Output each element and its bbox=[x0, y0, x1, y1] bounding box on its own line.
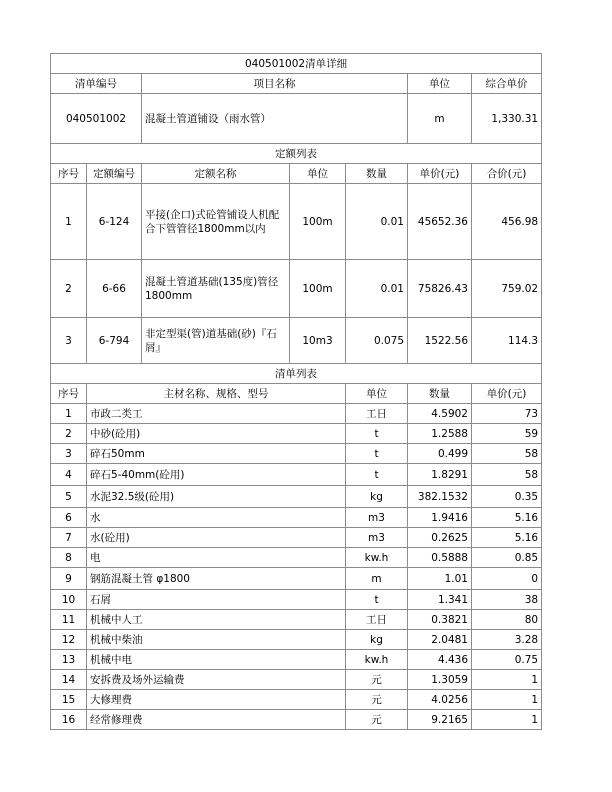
material-name: 钢筋混凝土管 φ1800 bbox=[87, 568, 346, 590]
material-qty: 0.499 bbox=[408, 444, 472, 464]
material-row bbox=[51, 568, 542, 590]
material-seq: 11 bbox=[51, 610, 87, 630]
header-item-name: 项目名称 bbox=[142, 74, 408, 94]
item-name: 混凝土管道铺设（雨水管） bbox=[142, 94, 408, 144]
header-unit: 单位 bbox=[408, 74, 472, 94]
quota-qty: 0.01 bbox=[346, 260, 408, 318]
quota-seq: 2 bbox=[51, 260, 87, 318]
material-unit: 工日 bbox=[346, 404, 408, 424]
header-bill-code: 清单编号 bbox=[51, 74, 142, 94]
material-name: 水泥32.5级(砼用) bbox=[87, 486, 346, 508]
material-seq: 14 bbox=[51, 670, 87, 690]
quota-total: 114.3 bbox=[472, 318, 542, 364]
material-seq: 13 bbox=[51, 650, 87, 670]
material-row bbox=[51, 486, 542, 508]
material-unit: kw.h bbox=[346, 650, 408, 670]
material-qty: 1.3059 bbox=[408, 670, 472, 690]
material-price: 59 bbox=[472, 424, 542, 444]
material-qty: 4.0256 bbox=[408, 690, 472, 710]
material-qty: 382.1532 bbox=[408, 486, 472, 508]
quota-section-title: 定额列表 bbox=[51, 144, 542, 164]
material-unit: m bbox=[346, 568, 408, 590]
quota-seq: 1 bbox=[51, 184, 87, 260]
material-qty: 1.8291 bbox=[408, 464, 472, 486]
bill-detail-table bbox=[50, 53, 542, 730]
materials-header-name: 主材名称、规格、型号 bbox=[87, 384, 346, 404]
material-price: 0.85 bbox=[472, 548, 542, 568]
material-price: 80 bbox=[472, 610, 542, 630]
material-price: 1 bbox=[472, 690, 542, 710]
quota-total: 456.98 bbox=[472, 184, 542, 260]
quota-total: 759.02 bbox=[472, 260, 542, 318]
quota-header-total: 合价(元) bbox=[472, 164, 542, 184]
quota-header-price: 单价(元) bbox=[408, 164, 472, 184]
material-name: 机械中电 bbox=[87, 650, 346, 670]
material-unit: t bbox=[346, 424, 408, 444]
quota-name: 非定型渠(管)道基础(砂)『石屑』 bbox=[142, 318, 290, 364]
materials-header-seq: 序号 bbox=[51, 384, 87, 404]
quota-name: 平接(企口)式砼管铺设人机配合下管管径1800mm以内 bbox=[142, 184, 290, 260]
material-seq: 6 bbox=[51, 508, 87, 528]
material-seq: 15 bbox=[51, 690, 87, 710]
bill-code: 040501002 bbox=[51, 94, 142, 144]
material-name: 市政二类工 bbox=[87, 404, 346, 424]
material-seq: 2 bbox=[51, 424, 87, 444]
material-qty: 1.2588 bbox=[408, 424, 472, 444]
quota-row bbox=[51, 184, 542, 260]
material-price: 58 bbox=[472, 444, 542, 464]
quota-unit: 100m bbox=[290, 260, 346, 318]
material-seq: 7 bbox=[51, 528, 87, 548]
quota-price: 75826.43 bbox=[408, 260, 472, 318]
material-qty: 0.3821 bbox=[408, 610, 472, 630]
material-row bbox=[51, 610, 542, 630]
material-qty: 0.2625 bbox=[408, 528, 472, 548]
material-price: 1 bbox=[472, 710, 542, 730]
material-name: 安拆费及场外运输费 bbox=[87, 670, 346, 690]
material-row bbox=[51, 650, 542, 670]
material-seq: 5 bbox=[51, 486, 87, 508]
materials-section-title: 清单列表 bbox=[51, 364, 542, 384]
quota-header-unit: 单位 bbox=[290, 164, 346, 184]
quota-row bbox=[51, 318, 542, 364]
material-name: 水 bbox=[87, 508, 346, 528]
materials-header-unit: 单位 bbox=[346, 384, 408, 404]
material-name: 经常修理费 bbox=[87, 710, 346, 730]
item-unit-price: 1,330.31 bbox=[472, 94, 542, 144]
material-name: 水(砼用) bbox=[87, 528, 346, 548]
material-row bbox=[51, 690, 542, 710]
material-name: 碎石50mm bbox=[87, 444, 346, 464]
material-row bbox=[51, 508, 542, 528]
quota-qty: 0.01 bbox=[346, 184, 408, 260]
quota-header-qty: 数量 bbox=[346, 164, 408, 184]
material-name: 电 bbox=[87, 548, 346, 568]
material-seq: 8 bbox=[51, 548, 87, 568]
material-price: 58 bbox=[472, 464, 542, 486]
quota-name: 混凝土管道基础(135度)管径1800mm bbox=[142, 260, 290, 318]
material-unit: m3 bbox=[346, 508, 408, 528]
material-unit: 元 bbox=[346, 710, 408, 730]
material-unit: 元 bbox=[346, 690, 408, 710]
material-row bbox=[51, 630, 542, 650]
material-qty: 1.341 bbox=[408, 590, 472, 610]
material-qty: 1.01 bbox=[408, 568, 472, 590]
material-price: 0.75 bbox=[472, 650, 542, 670]
material-seq: 10 bbox=[51, 590, 87, 610]
material-unit: t bbox=[346, 464, 408, 486]
materials-header-price: 单价(元) bbox=[472, 384, 542, 404]
material-seq: 9 bbox=[51, 568, 87, 590]
material-name: 石屑 bbox=[87, 590, 346, 610]
quota-header-name: 定额名称 bbox=[142, 164, 290, 184]
material-row bbox=[51, 590, 542, 610]
material-name: 机械中柴油 bbox=[87, 630, 346, 650]
material-price: 5.16 bbox=[472, 528, 542, 548]
header-unit-price: 综合单价 bbox=[472, 74, 542, 94]
quota-row bbox=[51, 260, 542, 318]
material-row bbox=[51, 444, 542, 464]
material-row bbox=[51, 424, 542, 444]
quota-unit: 100m bbox=[290, 184, 346, 260]
material-seq: 12 bbox=[51, 630, 87, 650]
material-seq: 3 bbox=[51, 444, 87, 464]
item-unit: m bbox=[408, 94, 472, 144]
material-qty: 4.436 bbox=[408, 650, 472, 670]
material-price: 1 bbox=[472, 670, 542, 690]
material-unit: 工日 bbox=[346, 610, 408, 630]
material-unit: m3 bbox=[346, 528, 408, 548]
quota-price: 45652.36 bbox=[408, 184, 472, 260]
material-qty: 2.0481 bbox=[408, 630, 472, 650]
material-unit: kg bbox=[346, 630, 408, 650]
material-row bbox=[51, 548, 542, 568]
material-row bbox=[51, 710, 542, 730]
quota-price: 1522.56 bbox=[408, 318, 472, 364]
document-title: 040501002清单详细 bbox=[51, 54, 542, 74]
quota-unit: 10m3 bbox=[290, 318, 346, 364]
material-name: 碎石5-40mm(砼用) bbox=[87, 464, 346, 486]
materials-list bbox=[51, 404, 542, 730]
material-price: 38 bbox=[472, 590, 542, 610]
quota-code: 6-794 bbox=[87, 318, 142, 364]
quota-code: 6-124 bbox=[87, 184, 142, 260]
material-qty: 1.9416 bbox=[408, 508, 472, 528]
material-unit: t bbox=[346, 444, 408, 464]
material-name: 中砂(砼用) bbox=[87, 424, 346, 444]
material-seq: 4 bbox=[51, 464, 87, 486]
quota-header-seq: 序号 bbox=[51, 164, 87, 184]
material-price: 0.35 bbox=[472, 486, 542, 508]
material-seq: 1 bbox=[51, 404, 87, 424]
material-qty: 4.5902 bbox=[408, 404, 472, 424]
material-unit: 元 bbox=[346, 670, 408, 690]
material-qty: 9.2165 bbox=[408, 710, 472, 730]
material-row bbox=[51, 404, 542, 424]
material-row bbox=[51, 670, 542, 690]
quota-qty: 0.075 bbox=[346, 318, 408, 364]
material-row bbox=[51, 464, 542, 486]
materials-header-qty: 数量 bbox=[408, 384, 472, 404]
material-name: 机械中人工 bbox=[87, 610, 346, 630]
material-unit: kg bbox=[346, 486, 408, 508]
material-row bbox=[51, 528, 542, 548]
material-price: 3.28 bbox=[472, 630, 542, 650]
material-unit: kw.h bbox=[346, 548, 408, 568]
quota-code: 6-66 bbox=[87, 260, 142, 318]
material-price: 5.16 bbox=[472, 508, 542, 528]
material-unit: t bbox=[346, 590, 408, 610]
material-qty: 0.5888 bbox=[408, 548, 472, 568]
quota-header-code: 定额编号 bbox=[87, 164, 142, 184]
material-seq: 16 bbox=[51, 710, 87, 730]
material-name: 大修理费 bbox=[87, 690, 346, 710]
material-price: 73 bbox=[472, 404, 542, 424]
material-price: 0 bbox=[472, 568, 542, 590]
quota-seq: 3 bbox=[51, 318, 87, 364]
